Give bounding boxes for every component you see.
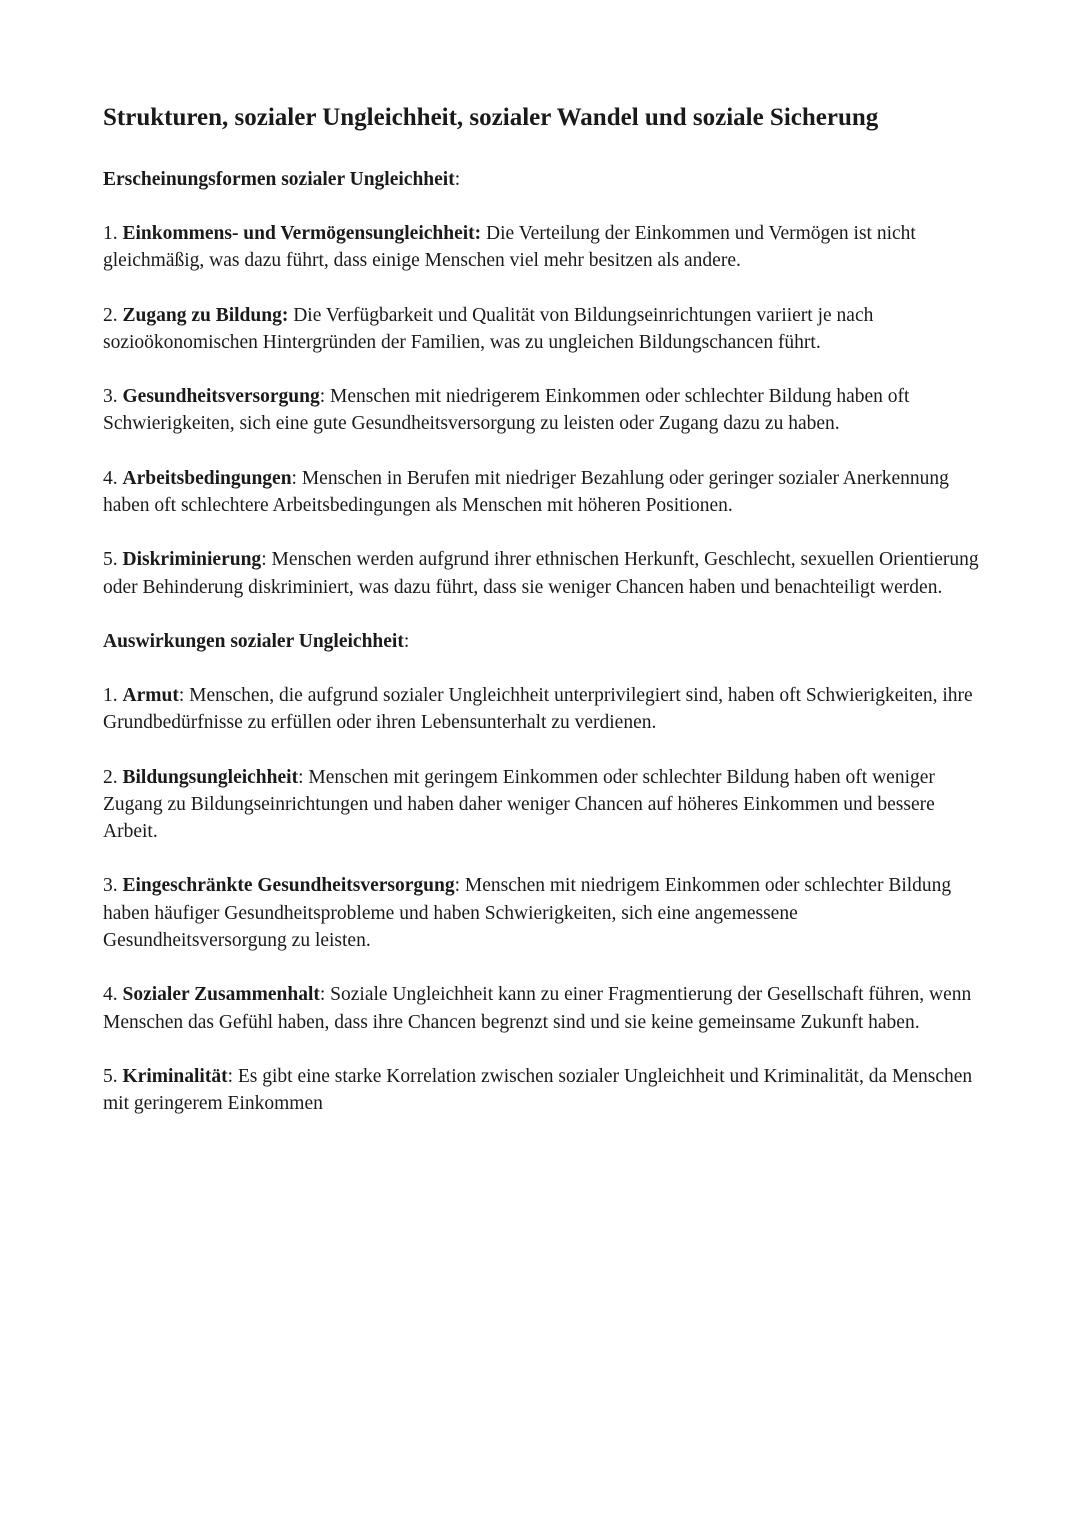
- item-number: 1.: [103, 223, 118, 244]
- item-term: Eingeschränkte Gesundheitsversorgung: [122, 875, 455, 897]
- list-item: [103, 546, 983, 601]
- item-text: : Menschen mit geringem Einkommen oder schlechter Bildung haben oft weniger Zugang zu Bildungseinrichtungen und haben daher weniger Chancen auf höheres Einkommen und bessere Arbeit.: [103, 766, 935, 843]
- item-text: : Soziale Ungleichheit kann zu einer Fragmentierung der Gesellschaft führen, wenn Menschen das Gefühl haben, dass ihre Chancen begrenzt sind und sie keine gemeinsame Zukunft haben.: [103, 984, 972, 1033]
- document-page: [103, 100, 983, 1145]
- section-heading-text: Auswirkungen sozialer Ungleichheit: [103, 630, 404, 652]
- item-text: Die Verteilung der Einkommen und Vermögen ist nicht gleichmäßig, was dazu führt, dass einige Menschen viel mehr besitzen als andere.: [103, 223, 916, 272]
- section-heading-suffix: :: [403, 630, 410, 652]
- list-item: [103, 872, 983, 954]
- item-number: 5.: [103, 549, 118, 571]
- list-item: [103, 981, 983, 1036]
- item-term: Einkommens- und Vermögensungleichheit:: [122, 223, 482, 244]
- list-item: [103, 383, 983, 438]
- item-text: : Menschen in Berufen mit niedriger Bezahlung oder geringer sozialer Anerkennung haben oft schlechtere Arbeitsbedingungen als Menschen mit höheren Positionen.: [103, 467, 949, 517]
- document-title: Strukturen, sozialer Ungleichheit, sozialer Wandel und soziale Sicherung: [103, 104, 879, 131]
- section-heading: [103, 166, 983, 193]
- item-text: Die Verfügbarkeit und Qualität von Bildungseinrichtungen variiert je nach sozioökonomischen Hintergründen der Familien, was zu ungleichen Bildungschancen führt.: [103, 304, 874, 353]
- section-auswirkungen: [103, 628, 983, 1118]
- item-number: 2.: [103, 304, 118, 326]
- list-item: [103, 764, 983, 846]
- item-number: 3.: [103, 875, 118, 897]
- list-item: [103, 302, 983, 357]
- item-text: : Menschen mit niedrigerem Einkommen oder schlechter Bildung haben oft Schwierigkeiten, sich eine gute Gesundheitsversorgung zu leisten oder Zugang dazu zu haben.: [103, 386, 910, 435]
- item-number: 4.: [103, 984, 118, 1006]
- section-heading-suffix: :: [454, 169, 461, 190]
- section-heading: [103, 628, 983, 655]
- item-text: : Menschen, die aufgrund sozialer Ungleichheit unterprivilegiert sind, haben oft Schwierigkeiten, ihre Grundbedürfnisse zu erfüllen oder ihren Lebensunterhalt zu verdienen.: [103, 684, 973, 734]
- item-number: 4.: [103, 467, 118, 489]
- item-text: : Menschen werden aufgrund ihrer ethnischen Herkunft, Geschlecht, sexuellen Orientierung oder Behinderung diskriminiert, was dazu führt, dass sie weniger Chancen haben und benachteiligt werden.: [103, 549, 979, 598]
- item-term: Bildungsungleichheit: [122, 766, 299, 788]
- item-text: : Es gibt eine starke Korrelation zwischen sozialer Ungleichheit und Kriminalität, da Menschen mit geringerem Einkommen: [103, 1065, 973, 1115]
- item-term: Arbeitsbedingungen: [122, 467, 292, 489]
- item-term: Kriminalität: [122, 1065, 228, 1087]
- item-term: Zugang zu Bildung:: [122, 304, 289, 326]
- item-number: 5.: [103, 1065, 118, 1087]
- item-number: 1.: [103, 684, 118, 706]
- item-number: 2.: [103, 766, 118, 788]
- item-number: 3.: [103, 386, 118, 408]
- item-text: : Menschen mit niedrigem Einkommen oder schlechter Bildung haben häufiger Gesundheitsprobleme und haben Schwierigkeiten, sich eine angemessene Gesundheitsversorgung zu leisten.: [103, 875, 952, 952]
- list-item: [103, 682, 983, 737]
- item-term: Diskriminierung: [122, 549, 262, 571]
- section-erscheinungsformen: [103, 166, 983, 601]
- item-term: Gesundheitsversorgung: [122, 386, 320, 408]
- list-item: [103, 1063, 983, 1118]
- item-term: Sozialer Zusammenhalt: [122, 984, 320, 1006]
- item-term: Armut: [122, 684, 179, 706]
- list-item: [103, 465, 983, 520]
- list-item: [103, 220, 983, 275]
- section-heading-text: Erscheinungsformen sozialer Ungleichheit: [103, 169, 455, 190]
